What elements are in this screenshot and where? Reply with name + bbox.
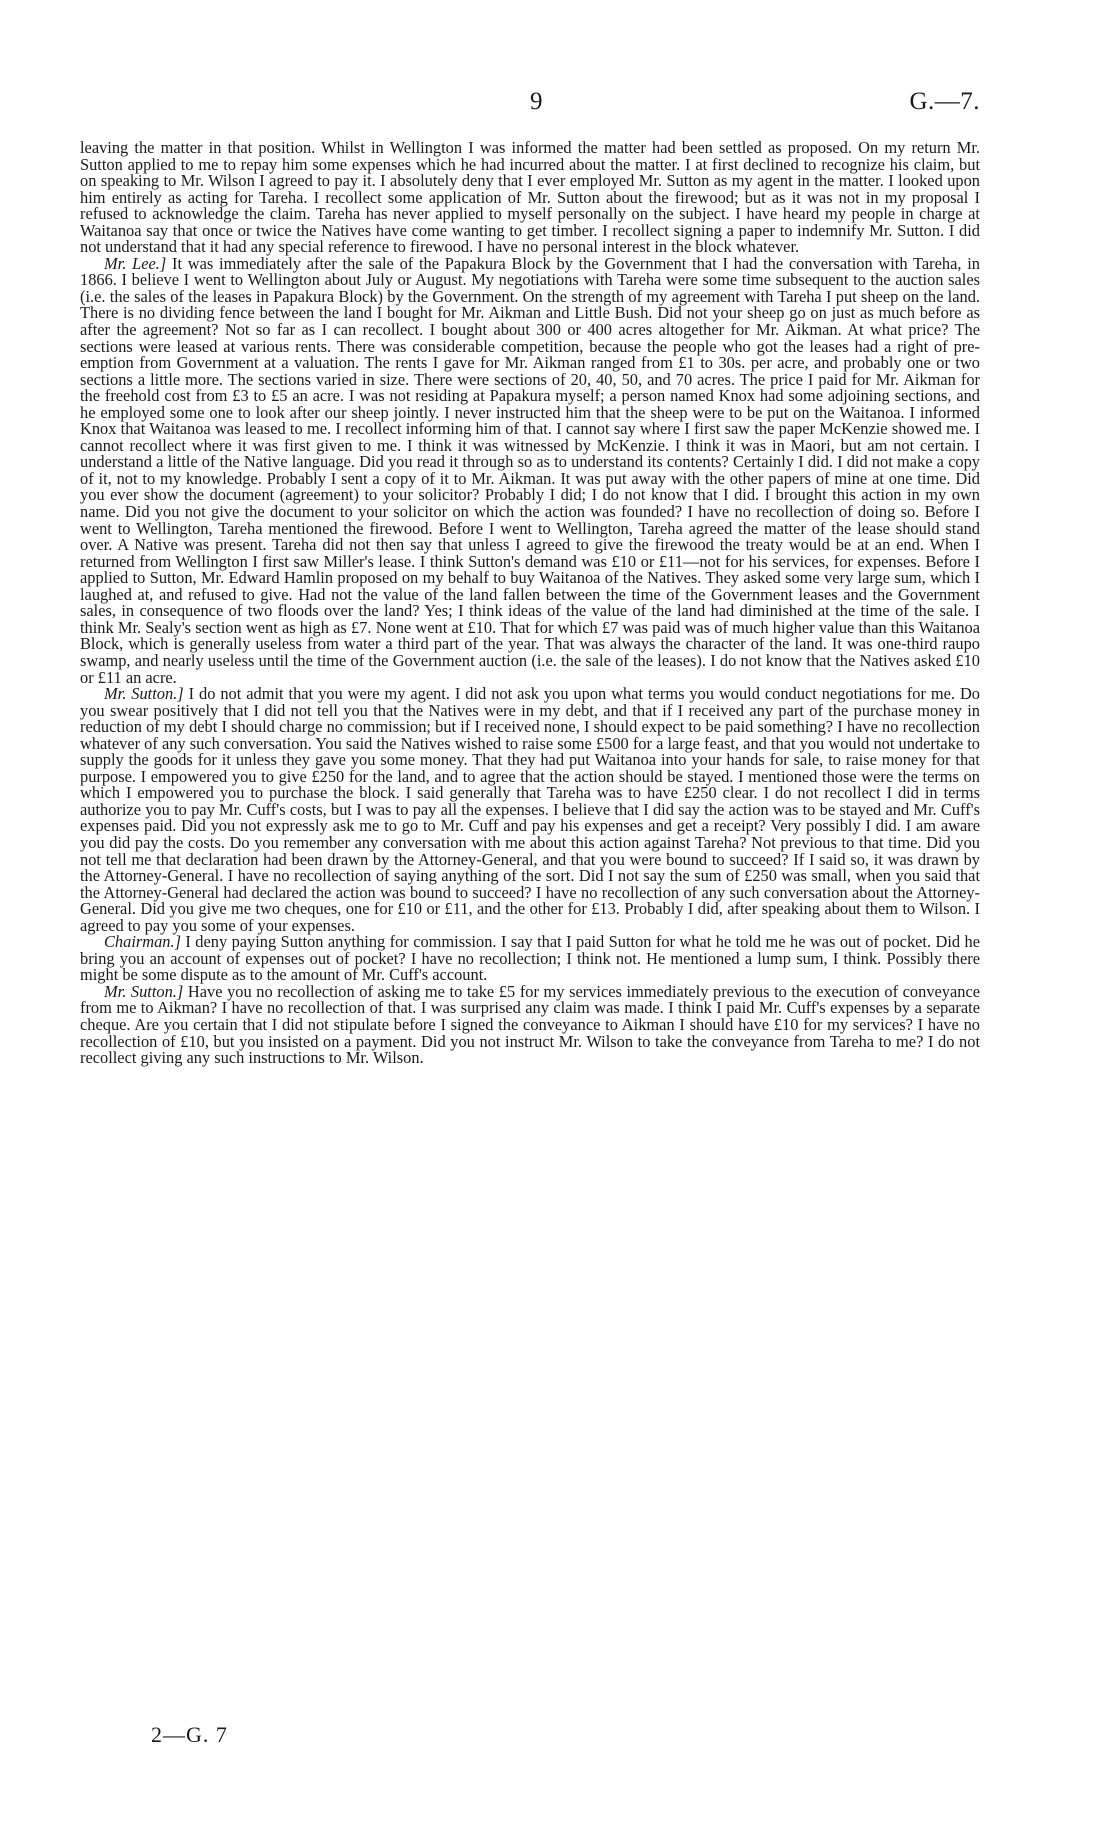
paragraph-text: It was immediately after the sale of the Papakura Block by the Government that I had the conversation with Tareha, in 1866. I believe I went to Wellington about July or August. My negotiations with Tareha were some time subsequent to the auction sales (i.e. the sales of the leases in Papakura Block) by the Government. On the strength of my agreement with Tareha I put sheep on the land. There is no dividing fence between the land I bought for Mr. Aikman and Little Bush. Did not your sheep go on just as much before as after the agreement? Not so far as I can recollect. I bought about 300 or 400 acres altogether for Mr. Aikman. At what price? The sections were leased at various rents. There was considerable competition, because the people who got the leases had a right of pre-emption from Government at a valuation. The rents I gave for Mr. Aikman ranged from £1 to 30s. per acre, and probably one or two sections a little more. The sections varied in size. There were sections of 20, 40, 50, and 70 acres. The price I paid for Mr. Aikman for the freehold cost from £3 to £5 an acre. I was not residing at Papakura myself; a person named Knox had some adjoining sections, and he employed some one to look after our sheep jointly. I never instructed him that the sheep were to be put on the Waitanoa. I informed Knox that Waitanoa was leased to me. I recollect informing him of that. I cannot say where I first saw the paper McKenzie showed me. I cannot recollect where it was first given to me. I think it was witnessed by McKenzie. I think it was in Maori, but am not certain. I understand a little of the Native language. Did you read it through so as to understand its contents? Certainly I did. I did not make a copy of it, not to my knowledge. Probably I sent a copy of it to Mr. Aikman. It was put away with the other papers of mine at one time. Did you ever show the document (agreement) to your solicitor? Probably I did; I do not know that I did. I brought this action in my own name. Did you not give the document to your solicitor on which the action was founded? I have no recollection of doing so. Before I went to Wellington, Tareha mentioned the firewood. Before I went to Wellington, Tareha agreed the matter of the lease should stand over. A Native was present. Tareha did not then say that unless I agreed to give the firewood the treaty would be at an end. When I returned from Wellington I first saw Miller's lease. I think Sutton's demand was £10 or £11—not for his services, for expenses. Before I applied to Sutton, Mr. Edward Hamlin proposed on my behalf to buy Waitanoa of the Natives. They asked some very large sum, which I laughed at, and refused to give. Had not the value of the land fallen between the time of the Government leases and the Government sales, in consequence of two floods over the land? Yes; I think ideas of the value of the land had diminished at the time of the sale. I think Mr. Sealy's section went as high as £7. None went at £10. That for which £7 was paid was of much higher value than this Waitanoa Block, which is generally useless from water a third part of the year. That was always the character of the land. It was one-third raupo swamp, and nearly useless until the time of the Government auction (i.e. the sale of the leases). I do not know that the Natives asked £10 or £11 an acre.	[80, 253, 980, 687]
paragraph-text: I deny paying Sutton anything for commission. I say that I paid Sutton for what he told me he was out of pocket. Did he bring you an account of expenses out of pocket? I have no recollection; I think not. He mentioned a lump sum, I think. Possibly there might be some dispute as to the amount of Mr. Cuff's account.	[80, 932, 980, 985]
paragraph-sutton-2	[80, 981, 980, 1068]
paragraph-sutton	[80, 686, 980, 934]
paragraph-text: Have you no recollection of asking me to take £5 for my services immediately previous to the execution of conveyance from me to Aikman? I have no recollection of that. I was surprised any claim was made. I think I paid Mr. Cuff's expenses by a separate cheque. Are you certain that I did not stipulate before I signed the conveyance to Aikman I should have £10 for my services? I have no recollection of £10, but you insisted on a payment. Did you not instruct Mr. Wilson to take the conveyance from Tareha to me? I do not recollect giving any such instructions to Mr. Wilson.	[80, 981, 980, 1068]
document-body	[80, 140, 980, 1067]
paragraph-text: I do not admit that you were my agent. I did not ask you upon what terms you would conduct negotiations for me. Do you swear positively that I did not tell you that the Natives were in my debt, and that if I received any part of the purchase money in reduction of my debt I should charge no commission; but if I received none, I should expect to be paid something? I have no recollection whatever of any such conversation. You said the Natives wished to raise some £500 for a large feast, and that you would not undertake to supply the goods for it unless they gave you some money. That they had put Waitanoa into your hands for sale, to raise money for that purpose. I empowered you to give £250 for the land, and to agree that the action should be stayed. I mentioned those were the terms on which I empowered you to purchase the block. I said generally that Tareha was to have £250 clear. I do not recollect I did in terms authorize you to pay Mr. Cuff's costs, but I was to pay all the expenses. I believe that I did say the action was to be stayed and Mr. Cuff's expenses paid. Did you not expressly ask me to go to Mr. Cuff and pay his expenses and get a receipt? Very possibly I did. I am aware you did pay the costs. Do you remember any conversation with me about this action against Tareha? Not previous to that time. Did you not tell me that declaration had been drawn by the Attorney-General, and that you were bound to succeed? If I said so, it was drawn by the Attorney-General. I have no recollection of saying anything of the sort. Did I not say the sum of £250 was small, when you said that the Attorney-General had declared the action was bound to succeed? I have no recollection of any such conversation about the Attorney-General. Did you give me two cheques, one for £10 or £11, and the other for £13. Probably I did, after speaking about them to Wilson. I agreed to pay you some of your expenses.	[80, 684, 980, 935]
speaker-label: Chairman.]	[104, 932, 181, 952]
signature-mark: 2—G. 7	[151, 1722, 228, 1747]
document-code: G.—7.	[909, 88, 980, 115]
paragraph-text: leaving the matter in that position. Whilst in Wellington I was informed the matter had been settled as proposed. On my return Mr. Sutton applied to me to repay him some expenses which he had incurred about the matter. I at first declined to recognize his claim, but on speaking to Mr. Wilson I agreed to pay it. I absolutely deny that I ever employed Mr. Sutton as my agent in the matter. I looked upon him entirely as acting for Tareha. I recollect some application of Mr. Sutton about the firewood; but as it was not in my proposal I refused to acknowledge the claim. Tareha has never applied to myself personally on the subject. I have heard my people in charge at Waitanoa say that once or twice the Natives have come wanting to get timber. I recollect signing a paper to indemnify Mr. Sutton. I did not understand that it had any special reference to firewood. I have no personal interest in the block whatever.	[80, 138, 980, 257]
speaker-label: Mr. Sutton.]	[104, 981, 184, 1001]
paragraph-chairman	[80, 934, 980, 984]
speaker-label: Mr. Sutton.]	[104, 684, 184, 704]
speaker-label: Mr. Lee.]	[104, 253, 167, 273]
paragraph-continuation	[80, 140, 980, 256]
page-number: 9	[530, 88, 543, 115]
paragraph-lee	[80, 253, 980, 687]
